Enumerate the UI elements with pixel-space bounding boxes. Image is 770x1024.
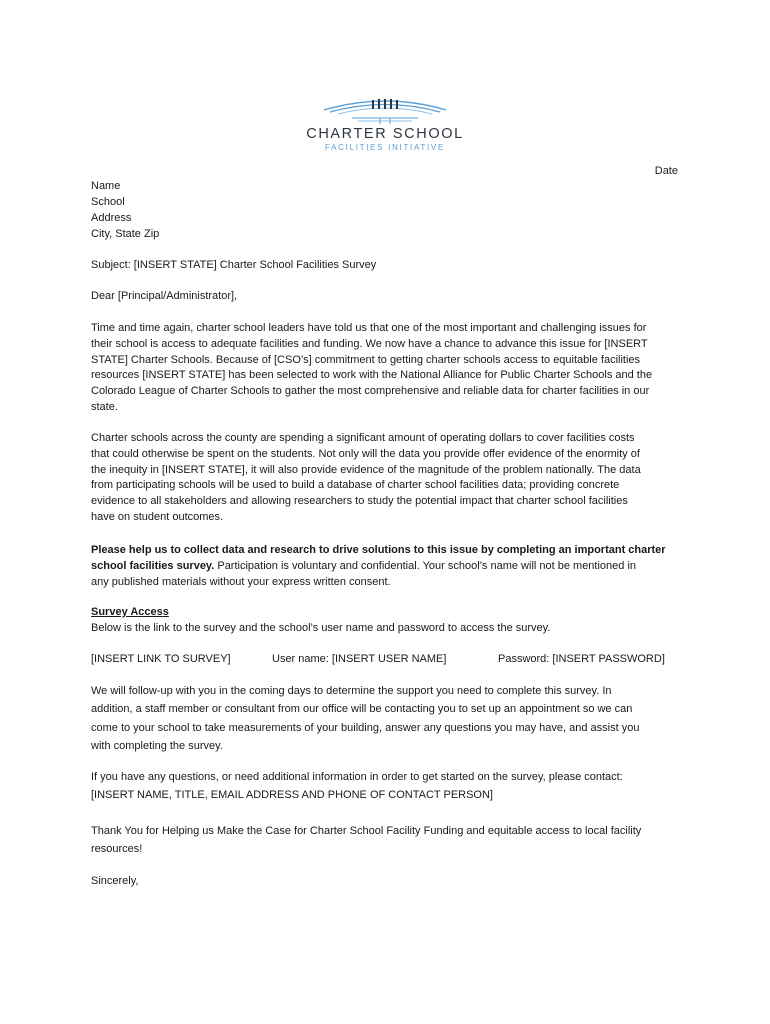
- heading-text: Survey Access: [91, 606, 169, 618]
- charter-school-logo: [300, 96, 470, 158]
- text-line: STATE] Charter Schools. Because of [CSO’s] commitment to getting charter schools access to equitable facilities: [91, 353, 641, 366]
- text-line: Thank You for Helping us Make the Case for Charter School Facility Funding and equitable access to local facility: [91, 825, 642, 837]
- salutation: Dear [Principal/Administrator],: [91, 290, 238, 302]
- survey-link: [INSERT LINK TO SURVEY]: [91, 653, 231, 665]
- survey-username: User name: [INSERT USER NAME]: [272, 653, 447, 665]
- recipient-city-state-zip: City, State Zip: [91, 228, 160, 240]
- text-line: the inequity in [INSERT STATE], it will also provide evidence of the magnitude of the problem nationally. The data: [91, 463, 641, 476]
- text-line: resources!: [91, 843, 143, 856]
- text-line: If you have any questions, or need additional information in order to get started on the survey, please contact:: [91, 771, 623, 783]
- closing: Sincerely,: [91, 875, 139, 887]
- survey-access-intro: Below is the link to the survey and the school’s user name and password to access the survey.: [91, 622, 551, 634]
- recipient-school: School: [91, 196, 125, 208]
- bold-text: school facilities survey.: [91, 559, 215, 572]
- text-line: with completing the survey.: [91, 739, 223, 752]
- paragraph-thanks: [91, 822, 683, 859]
- text-line: evidence to all stakeholders and allowing researchers to study the potential impact that charter school facilities: [91, 495, 628, 508]
- text-line: Charter schools across the county are spending a significant amount of operating dollars to cover facilities costs: [91, 432, 635, 444]
- recipient-name: Name: [91, 180, 121, 192]
- paragraph-follow-up: [91, 682, 683, 755]
- logo-title: CHARTER SCHOOL: [306, 126, 464, 142]
- bold-text: Please help us to collect data and research to drive solutions to this issue by completing an important charter: [91, 544, 666, 556]
- text-line: their school is access to adequate facilities and funding. We now have a chance to advance this issue for [INSERT: [91, 337, 648, 350]
- paragraph-contact: [91, 768, 683, 805]
- date-placeholder: Date: [654, 165, 678, 177]
- text-line: have on student outcomes.: [91, 510, 224, 523]
- paragraph-intro: [91, 321, 683, 416]
- text-span: Participation is voluntary and confidential. Your school’s name will not be mentioned in: [214, 559, 637, 572]
- text-line: state.: [91, 400, 118, 413]
- text-line: from participating schools will be used to build a database of charter school facilities data; providing concrete: [91, 479, 620, 492]
- text-line: come to your school to take measurements of your building, answer any questions you may have, and assist you: [91, 721, 640, 734]
- logo-subtitle: FACILITIES INITIATIVE: [324, 143, 445, 152]
- text-line: We will follow-up with you in the coming days to determine the support you need to complete this survey. In: [91, 685, 612, 697]
- survey-password: Password: [INSERT PASSWORD]: [498, 653, 665, 665]
- text-line: resources [INSERT STATE] has been selected to work with the National Alliance for Public Charter Schools and the: [91, 369, 653, 382]
- text-line: Colorado League of Charter Schools to gather the most comprehensive and reliable data for charter facilities in our: [91, 385, 650, 398]
- text-line: addition, a staff member or consultant from our office will be contacting you to set up an appointment so we can: [91, 703, 633, 716]
- text-line: that could otherwise be spent on the students. Not only will the data you provide offer evidence of the enormity of: [91, 447, 640, 460]
- paragraph-call-to-action: [91, 543, 683, 590]
- recipient-address: Address: [91, 212, 132, 224]
- subject-line: Subject: [INSERT STATE] Charter School Facilities Survey: [91, 259, 377, 271]
- text-line: any published materials without your express written consent.: [91, 575, 391, 588]
- text-line: [INSERT NAME, TITLE, EMAIL ADDRESS AND PHONE OF CONTACT PERSON]: [91, 789, 493, 802]
- text-line: Time and time again, charter school leaders have told us that one of the most important and challenging issues for: [91, 322, 647, 334]
- building-icon: [322, 96, 448, 126]
- paragraph-costs: [91, 431, 683, 526]
- survey-access-heading: [91, 605, 169, 621]
